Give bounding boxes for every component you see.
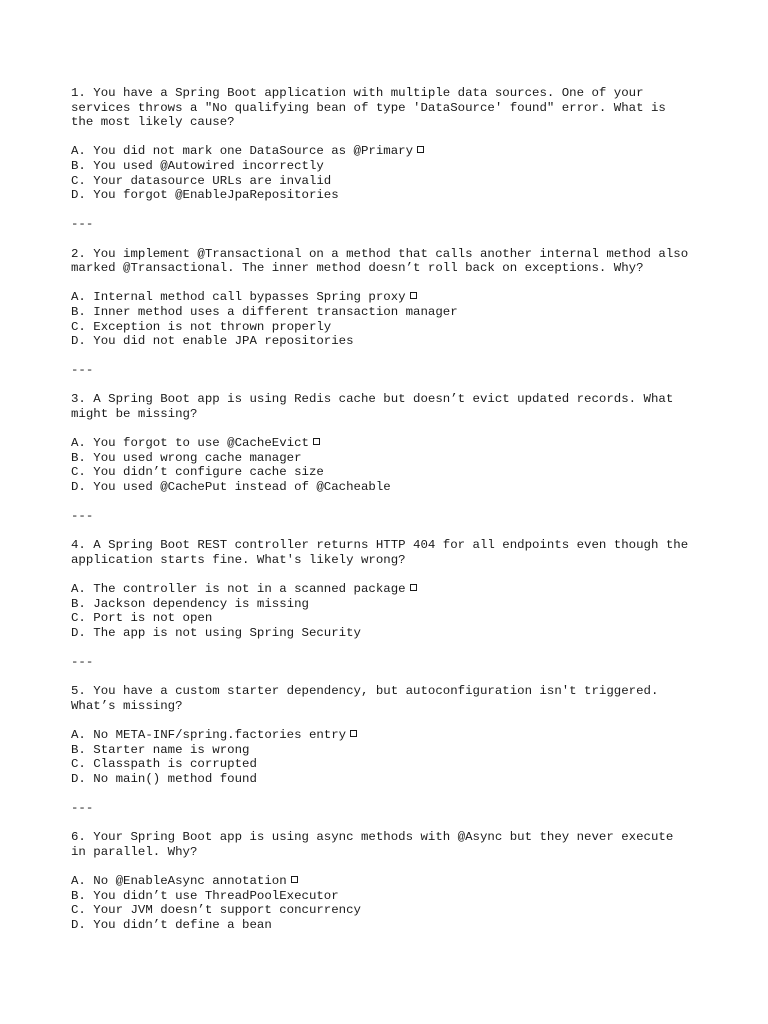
question-text-line: 3. A Spring Boot app is using Redis cache but doesn’t evict updated records. What — [71, 392, 674, 407]
document-body — [71, 86, 731, 932]
answer-option: C. Classpath is corrupted — [71, 757, 257, 772]
question-text-line: 1. You have a Spring Boot application with multiple data sources. One of your — [71, 86, 644, 100]
question-block — [71, 538, 731, 640]
question-text-line: application starts fine. What's likely wrong? — [71, 553, 406, 567]
answer-option: B. You didn’t use ThreadPoolExecutor — [71, 888, 339, 903]
answer-option: D. You did not enable JPA repositories — [71, 334, 354, 349]
question-text-line: 5. You have a custom starter dependency, but autoconfiguration isn't triggered. — [71, 684, 659, 699]
answer-option-text: A. No META-INF/spring.factories entry — [71, 728, 347, 743]
answer-option: B. Jackson dependency is missing — [71, 596, 309, 611]
checkbox-marker-icon — [410, 584, 417, 591]
question-text-line: services throws a "No qualifying bean of type 'DataSource' found" error. What is — [71, 100, 666, 115]
answer-option: D. You used @CachePut instead of @Cacheable — [71, 480, 391, 495]
answer-option: D. You forgot @EnableJpaRepositories — [71, 188, 339, 203]
answer-option-text: A. The controller is not in a scanned package — [71, 582, 406, 597]
checkbox-marker-icon — [410, 292, 417, 299]
answer-option-text: A. You forgot to use @CacheEvict — [71, 436, 309, 451]
answer-option: B. Inner method uses a different transaction manager — [71, 304, 458, 319]
answer-option: C. Exception is not thrown properly — [71, 319, 332, 334]
answer-option-text: A. No @EnableAsync annotation — [71, 874, 287, 889]
question-text-line: the most likely cause? — [71, 115, 235, 130]
separator: --- — [71, 509, 94, 524]
answer-option-marked — [71, 144, 731, 159]
answer-option: D. The app is not using Spring Security — [71, 625, 361, 640]
question-block — [71, 247, 731, 349]
checkbox-marker-icon — [350, 730, 357, 737]
question-block — [71, 86, 731, 203]
answer-option: C. Your datasource URLs are invalid — [71, 173, 332, 188]
answer-option: C. You didn’t configure cache size — [71, 465, 324, 480]
question-block — [71, 684, 731, 786]
separator: --- — [71, 801, 94, 816]
question-text-line: marked @Transactional. The inner method doesn’t roll back on exceptions. Why? — [71, 261, 644, 276]
answer-option: D. You didn’t define a bean — [71, 917, 272, 932]
answer-option: C. Your JVM doesn’t support concurrency — [71, 903, 361, 918]
checkbox-marker-icon — [313, 438, 320, 445]
question-text-line: in parallel. Why? — [71, 844, 198, 859]
checkbox-marker-icon — [417, 146, 424, 153]
answer-option: D. No main() method found — [71, 771, 257, 786]
question-text-line: 4. A Spring Boot REST controller returns HTTP 404 for all endpoints even though the — [71, 538, 689, 553]
separator: --- — [71, 217, 94, 232]
answer-option: B. Starter name is wrong — [71, 742, 250, 757]
answer-option-text: A. You did not mark one DataSource as @Primary — [71, 144, 414, 159]
answer-option-marked — [71, 728, 731, 743]
separator: --- — [71, 655, 94, 670]
answer-option: B. You used @Autowired incorrectly — [71, 158, 324, 173]
answer-option-marked — [71, 436, 731, 451]
question-text-line: What’s missing? — [71, 698, 183, 713]
checkbox-marker-icon — [291, 876, 298, 883]
answer-option-marked — [71, 582, 731, 597]
question-text-line: might be missing? — [71, 407, 198, 422]
separator: --- — [71, 363, 94, 378]
answer-option: C. Port is not open — [71, 611, 213, 626]
answer-option-marked — [71, 874, 731, 889]
question-block — [71, 830, 731, 932]
answer-option-marked — [71, 290, 731, 305]
question-text-line: 2. You implement @Transactional on a method that calls another internal method also — [71, 246, 689, 261]
answer-option: B. You used wrong cache manager — [71, 450, 302, 465]
answer-option-text: A. Internal method call bypasses Spring proxy — [71, 290, 406, 305]
question-block — [71, 392, 731, 494]
question-text-line: 6. Your Spring Boot app is using async methods with @Async but they never execute — [71, 830, 674, 845]
